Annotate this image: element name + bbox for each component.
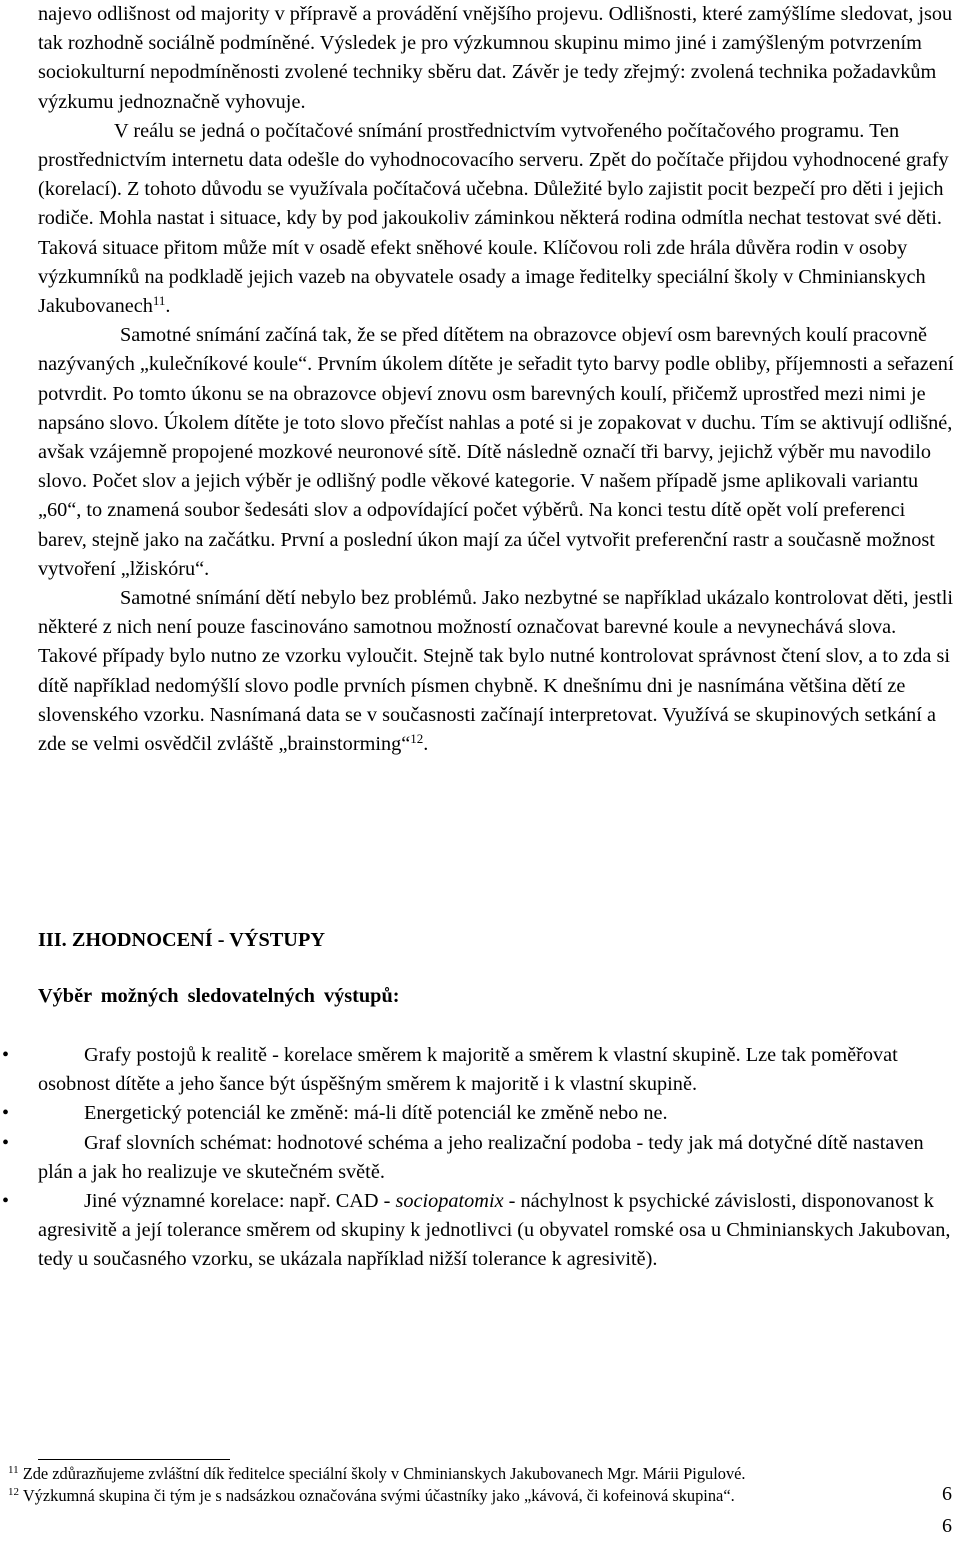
subheading-text: Výběr možných sledovatelných výstupů: xyxy=(38,985,400,1007)
section-heading: III. ZHODNOCENÍ - VÝSTUPY xyxy=(38,929,325,951)
footnote-12 xyxy=(8,1485,960,1507)
list-item-text-pre: Jiné významné korelace: např. CAD - xyxy=(84,1190,396,1213)
footnotes xyxy=(8,1463,960,1507)
list-item-text: Graf slovních schémat: hodnotové schéma a jeho realizační podoba - tedy jak má dotyčné dítě nastaven plán a jak ho realizuje ve skutečném světě. xyxy=(38,1131,924,1183)
bullet-icon: • xyxy=(2,1102,10,1125)
footnote-text: Výzkumná skupina či tým je s nadsázkou označována svými účastníky jako „kávová, či kofeinová skupina“. xyxy=(22,1486,735,1505)
list-item-text: Energetický potenciál ke změně: má-li dítě potenciál ke změně nebo ne. xyxy=(84,1102,668,1125)
footnote-ref-11: 11 xyxy=(152,293,166,309)
bullet-icon: • xyxy=(2,1190,10,1213)
footnote-text: Zde zdůrazňujeme zvláštní dík ředitelce speciální školy v Chminianskych Jakubovanech Mgr. Márii Pigulové. xyxy=(22,1464,746,1483)
footnote-separator xyxy=(38,1459,230,1460)
subheading xyxy=(38,982,400,1011)
paragraph-4 xyxy=(38,584,958,759)
footnote-ref-12: 12 xyxy=(410,731,424,747)
footnote-number: 12 xyxy=(8,1486,19,1498)
bullet-icon: • xyxy=(2,1131,10,1154)
paragraph-4-text: Samotné snímání dětí nebylo bez problémů. Jako nezbytné se například ukázalo kontrolovat děti, jestli některé z nich není pouze fascinováno samotnou možností označovat barevné koule a nevynechává slova. Takové případy bylo nutno ze vzorku vyloučit. Stejně tak bylo nutné kontrolovat správnost čtení slov, a to zda si dítě například nedomýšlí slovo podle prvních písmen chybně. K dnešnímu dni je nasnímána většina dětí ze slovenského vzorku. Nasnímaná data se v současnosti začínají interpretovat. Využívá se skupinových setkání a zde se velmi osvědčil zvláště „brainstorming“ xyxy=(38,587,954,756)
document-page xyxy=(2,0,958,1505)
page-number: 6 xyxy=(942,1483,952,1505)
paragraph-2-text: V reálu se jedná o počítačové snímání prostřednictvím vytvořeného počítačového programu. Ten prostřednictvím internetu data odešle do vyhodnocovacího serveru. Zpět do počítače přijdou vyhodnocené grafy (korelací). Z tohoto důvodu se využívala počítačová učebna. Důležité bylo zajistit pocit bezpečí pro děti i jejich rodiče. Mohla nastat i situace, kdy by pod jakoukoliv záminkou některá rodina odmítla nechat testovat své děti. Taková situace přitom může mít v osadě efekt sněhové koule. Klíčovou roli zde hrála důvěra rodin v osoby výzkumníků na podkladě jejich vazeb na obyvatele osady a image ředitelky speciální školy v Chminianskych Jakubovanech xyxy=(38,119,949,318)
list-item xyxy=(2,1099,958,1128)
bullet-icon: • xyxy=(2,1044,10,1066)
paragraph-4-end: . xyxy=(423,733,429,756)
paragraph-3: Samotné snímání začíná tak, že se před dítětem na obrazovce objeví osm barevných koulí pracovně nazývaných „kulečníkové koule“. Prvním úkolem dítěte je seřadit tyto barvy podle obliby, příjemnosti a seřazení potvrdit. Po tomto úkonu se na obrazovce objeví znovu osm barevných koulí, přičemž uprostřed mezi nimi je napsáno slovo. Úkolem dítěte je toto slovo přečíst nahlas a poté si je zopakovat v duchu. Tím se aktivují odlišné, avšak vzájemně propojené mozkové neuronové sítě. Dítě následně označí tři barvy, jejichž výběr mu navodilo slovo. Počet slov a jejich výběr je odlišný podle věkové kategorie. V našem případě jsme aplikovali variantu „60“, to znamená soubor šedesáti slov a odpovídající počet výběrů. Na konci testu dítě opět volí preferenci barev, stejně jako na začátku. První a poslední úkon mají za účel vytvořit preferenční rastr a současně možnost vytvoření „lžiskóru“. xyxy=(38,324,954,580)
paragraph-1: najevo odlišnost od majority v přípravě a provádění vnějšího projevu. Odlišnosti, které zamýšlíme sledovat, jsou tak rozhodně sociálně podmíněné. Výsledek je pro výzkumnou skupinu mimo jiné i zamýšleným potvrzením sociokulturní nepodmíněnosti zvolené techniky sběru dat. Závěr je tedy zřejmý: zvolená technika požadavkům výzkumu jednoznačně vyhovuje. xyxy=(38,3,953,113)
paragraph-2 xyxy=(38,117,958,321)
list-item-text-post: - náchylnost k psychické závislosti, disponovanost k agresivitě a její tolerance směrem od skupiny k jednotlivci (u obyvatel romské osa u Chminianskych Jakubovan, tedy u současného vzorku, se ukázala například nižší tolerance k agresivitě). xyxy=(38,1190,951,1271)
list-item-text: Grafy postojů k realitě - korelace směrem k majoritě a směrem k vlastní skupině. Lze tak poměřovat osobnost dítěte a jeho šance být úspěšným směrem k majoritě i k vlastní skupině. xyxy=(38,1044,898,1096)
list-item xyxy=(2,1187,958,1275)
outputs-list xyxy=(2,1041,958,1275)
footnote-number: 11 xyxy=(8,1464,19,1476)
paragraph-2-end: . xyxy=(165,295,171,318)
list-item-text-italic: sociopatomix xyxy=(395,1190,504,1213)
list-item xyxy=(2,1129,958,1187)
list-item xyxy=(2,1041,958,1099)
page-number-repeat: 6 xyxy=(942,1515,952,1537)
footnote-11 xyxy=(8,1463,960,1485)
